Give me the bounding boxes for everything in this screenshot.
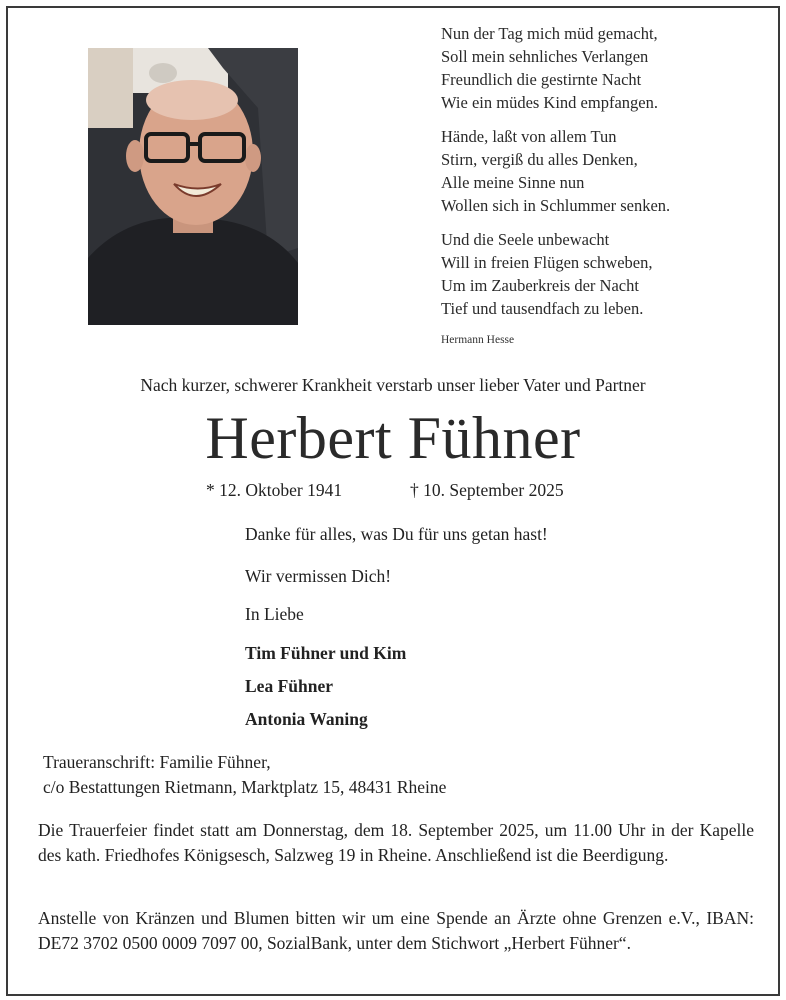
announcement-intro: Nach kurzer, schwerer Krankheit verstarb unser lieber Vater und Partner [140,375,646,395]
birth-date: * 12. Oktober 1941 [206,480,343,500]
donation-info: Anstelle von Kränzen und Blumen bitten wir um eine Spende an Ärzte ohne Grenzen e.V., IBAN: DE72 3702 0500 0009 7097 00, SozialBank, unter dem Stichwort „Herbert Fühner“. [38,908,754,953]
poem-line: Will in freien Flügen schweben, [441,253,653,272]
poem-line: Tief und tausendfach zu leben. [441,299,644,318]
poem-stanza [441,125,741,217]
portrait-photo [88,48,298,325]
poem-line: Und die Seele unbewacht [441,230,610,249]
poem-stanza [441,22,741,114]
poem-line: Soll mein sehnliches Verlangen [441,47,649,66]
love-line: In Liebe [245,604,304,624]
poem-line: Nun der Tag mich müd gemacht, [441,24,658,43]
poem-line: Wollen sich in Schlummer senken. [441,196,671,215]
poem-line: Wie ein müdes Kind empfangen. [441,93,658,112]
poem-line: Freundlich die gestirnte Nacht [441,70,642,89]
signer-name: Tim Fühner und Kim [245,643,407,663]
poem-line: Um im Zauberkreis der Nacht [441,276,639,295]
poem [441,22,741,352]
poem-line: Hände, laßt von allem Tun [441,127,617,146]
mourning-address-line: Traueranschrift: Familie Fühner, [43,752,271,772]
poem-line: Stirn, vergiß du alles Denken, [441,150,638,169]
poem-author: Hermann Hesse [441,334,515,346]
portrait-illustration [88,48,298,325]
deceased-name: Herbert Fühner [205,405,581,471]
mourning-address-line: c/o Bestattungen Rietmann, Marktplatz 15, 48431 Rheine [43,777,447,797]
death-date: † 10. September 2025 [410,480,564,500]
funeral-info: Die Trauerfeier findet statt am Donnerstag, dem 18. September 2025, um 11.00 Uhr in der Kapelle des kath. Friedhofes Königsesch, Salzweg 19 in Rheine. Anschließend ist die Beerdigung. [38,820,754,865]
signer-name: Lea Fühner [245,676,333,696]
poem-line: Alle meine Sinne nun [441,173,585,192]
poem-stanza [441,228,741,320]
thanks-line: Danke für alles, was Du für uns getan hast! [245,524,548,544]
signer-name: Antonia Waning [245,709,368,729]
miss-line: Wir vermissen Dich! [245,566,392,586]
